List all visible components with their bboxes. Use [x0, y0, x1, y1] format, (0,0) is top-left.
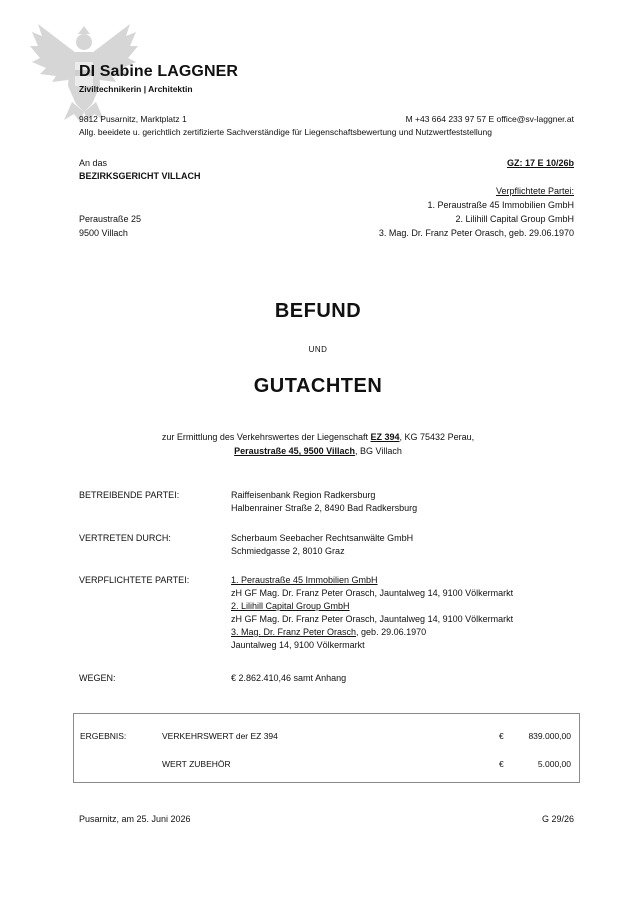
footer-place-date: Pusarnitz, am 25. Juni 2026 — [79, 814, 191, 824]
result-row2-value: 5.000,00 — [537, 759, 571, 769]
author-certification: Allg. beeidete u. gerichtlich zertifizierte Sachverständige für Liegenschaftsbewertung und Nutzwertfeststellung — [79, 127, 492, 137]
wegen-value: € 2.862.410,46 samt Anhang — [231, 673, 347, 683]
author-contact: M +43 664 233 97 57 E office@sv-laggner.at — [405, 114, 574, 124]
intro-ez: EZ 394 — [370, 432, 400, 442]
footer-number: G 29/26 — [541, 814, 574, 824]
author-address: 9812 Pusarnitz, Marktplatz 1 — [79, 114, 187, 124]
author-name: DI Sabine LAGGNER — [79, 63, 239, 80]
verpflichtete-3-address: Jauntalweg 14, 9100 Völkermarkt — [231, 640, 365, 650]
recipient-line1: An das — [79, 158, 108, 168]
result-label: ERGEBNIS: — [80, 731, 127, 741]
intro-text-1: zur Ermittlung des Verkehrswertes der Liegenschaft — [161, 432, 371, 442]
verpflichtete-3-line — [231, 626, 513, 639]
case-parties-label: Verpflichtete Partei: — [495, 186, 574, 196]
betreibende-value — [231, 489, 417, 515]
betreibende-label: BETREIBENDE PARTEI: — [79, 490, 180, 500]
verpflichtete-3-name: 3. Mag. Dr. Franz Peter Orasch — [231, 627, 357, 637]
intro-text-2: , KG 75432 Perau, — [399, 432, 475, 442]
title-gutachten: GUTACHTEN — [253, 375, 383, 397]
intro-address: Peraustraße 45, 9500 Villach — [234, 446, 356, 456]
case-party-3: 3. Mag. Dr. Franz Peter Orasch, geb. 29.06.1970 — [378, 228, 574, 238]
intro-line-2 — [0, 446, 636, 456]
betreibende-address: Halbenrainer Straße 2, 8490 Bad Radkersburg — [231, 503, 418, 513]
recipient-court: BEZIRKSGERICHT VILLACH — [79, 171, 201, 181]
author-profession: Ziviltechnikerin | Architektin — [79, 84, 193, 94]
result-row2-currency: € — [499, 759, 504, 769]
verpflichtete-2-name: 2. Lilihill Capital Group GmbH — [231, 601, 350, 611]
vertreten-name: Scherbaum Seebacher Rechtsanwälte GmbH — [231, 533, 414, 543]
wegen-label: WEGEN: — [79, 673, 116, 683]
verpflichtete-1-address: zH GF Mag. Dr. Franz Peter Orasch, Jauntalweg 14, 9100 Völkermarkt — [231, 588, 514, 598]
intro-line-1 — [0, 432, 636, 442]
verpflichtete-value — [231, 574, 513, 652]
result-row1-label: VERKEHRSWERT der EZ 394 — [162, 731, 278, 741]
recipient-city: 9500 Villach — [79, 228, 128, 238]
recipient-street: Peraustraße 25 — [79, 214, 142, 224]
result-row2-label: WERT ZUBEHÖR — [162, 759, 231, 769]
verpflichtete-2-address: zH GF Mag. Dr. Franz Peter Orasch, Jauntalweg 14, 9100 Völkermarkt — [231, 614, 514, 624]
case-number: GZ: 17 E 10/26b — [506, 158, 574, 168]
case-party-2: 2. Lilihill Capital Group GmbH — [455, 214, 574, 224]
result-row1-currency: € — [499, 731, 504, 741]
result-box — [73, 713, 580, 783]
vertreten-address: Schmiedgasse 2, 8010 Graz — [231, 546, 345, 556]
case-party-1: 1. Peraustraße 45 Immobilien GmbH — [427, 200, 574, 210]
title-und: UND — [308, 345, 328, 354]
intro-text-3: , BG Villach — [355, 446, 402, 456]
verpflichtete-1-name: 1. Peraustraße 45 Immobilien GmbH — [231, 575, 378, 585]
title-befund: BEFUND — [274, 300, 362, 322]
betreibende-name: Raiffeisenbank Region Radkersburg — [231, 490, 376, 500]
verpflichtete-label: VERPFLICHTETE PARTEI: — [79, 575, 190, 585]
verpflichtete-3-birth: , geb. 29.06.1970 — [356, 627, 427, 637]
vertreten-value — [231, 532, 413, 558]
result-row1-value: 839.000,00 — [528, 731, 571, 741]
vertreten-label: VERTRETEN DURCH: — [79, 533, 171, 543]
